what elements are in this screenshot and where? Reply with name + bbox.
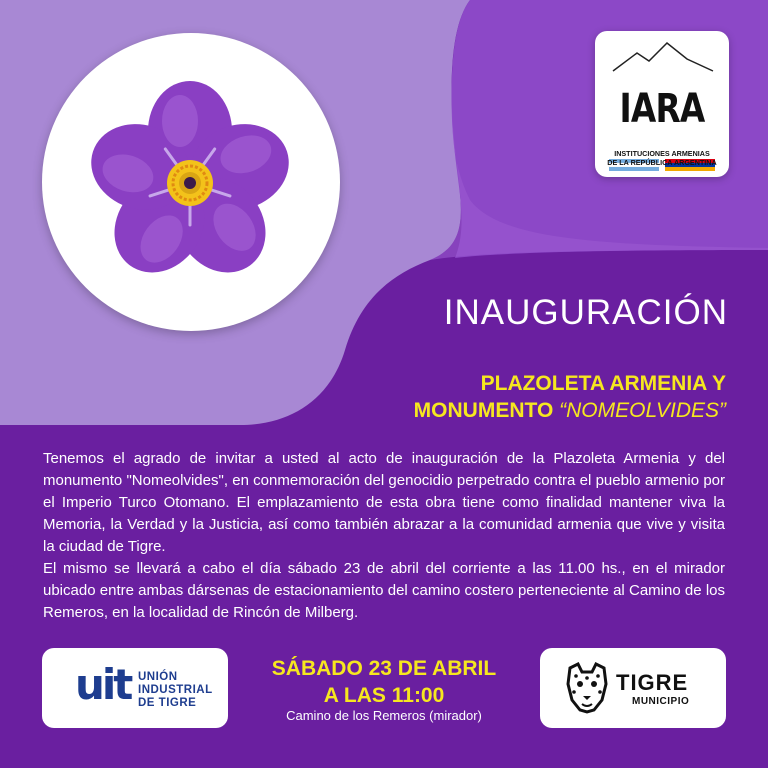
event-subtitle [414, 370, 726, 424]
iara-logo [595, 31, 729, 177]
uit-name-line2: INDUSTRIAL [138, 684, 213, 696]
event-place: Camino de los Remeros (mirador) [286, 708, 482, 723]
forget-me-not-flower-icon [42, 33, 340, 331]
iara-subtitle-line1: INSTITUCIONES ARMENIAS [614, 149, 710, 158]
iara-subtitle [604, 149, 720, 167]
tigre-sub: MUNICIPIO [632, 696, 690, 707]
uit-logo [42, 648, 228, 728]
subtitle-line2 [414, 397, 726, 424]
subtitle-line2-prefix: MONUMENTO [413, 399, 560, 422]
jaguar-icon [564, 662, 610, 714]
body-paragraph-1: Tenemos el agrado de invitar a usted al acto de inauguración de la Plazoleta Armenia y del monumento "Nomeolvides", en conmemoración del genocidio perpetrado contra el pueblo armenio por el Imperio Turco Otomano. El emplazamiento de esta obra tiene como finalidad mantener viva la Memoria, la Verdad y la Justicia, así como también abrazar a la comunidad armenia que vive y visita la ciudad de Tigre. [43, 450, 725, 555]
flower-emblem [42, 33, 340, 331]
subtitle-line2-italic: “NOMEOLVIDES” [559, 399, 726, 422]
subtitle-line1: PLAZOLETA ARMENIA Y [480, 372, 726, 395]
tigre-name: TIGRE [616, 670, 689, 695]
uit-name-line3: DE TIGRE [138, 697, 197, 709]
event-time: A LAS 11:00 [323, 684, 445, 707]
tigre-municipio-logo [540, 648, 726, 728]
uit-mark: uit [75, 660, 131, 709]
uit-name [138, 671, 213, 710]
page-title: INAUGURACIÓN [443, 293, 728, 332]
body-paragraph-2: El mismo se llevará a cabo el día sábado 23 de abril del corriente a las 11.00 hs., en el mirador ubicado entre ambas dársenas de estacionamiento del camino costero perteneciente al Camino de los Remeros, en la localidad de Rincón de Milberg. [43, 560, 725, 621]
event-date: SÁBADO 23 DE ABRIL [271, 657, 497, 680]
invitation-body [43, 448, 725, 624]
iara-title: IARA [619, 86, 705, 132]
uit-name-line1: UNIÓN [138, 671, 178, 683]
iara-subtitle-line2: DE LA REPÚBLICA ARGENTINA [607, 158, 717, 167]
event-date-time [234, 655, 534, 709]
